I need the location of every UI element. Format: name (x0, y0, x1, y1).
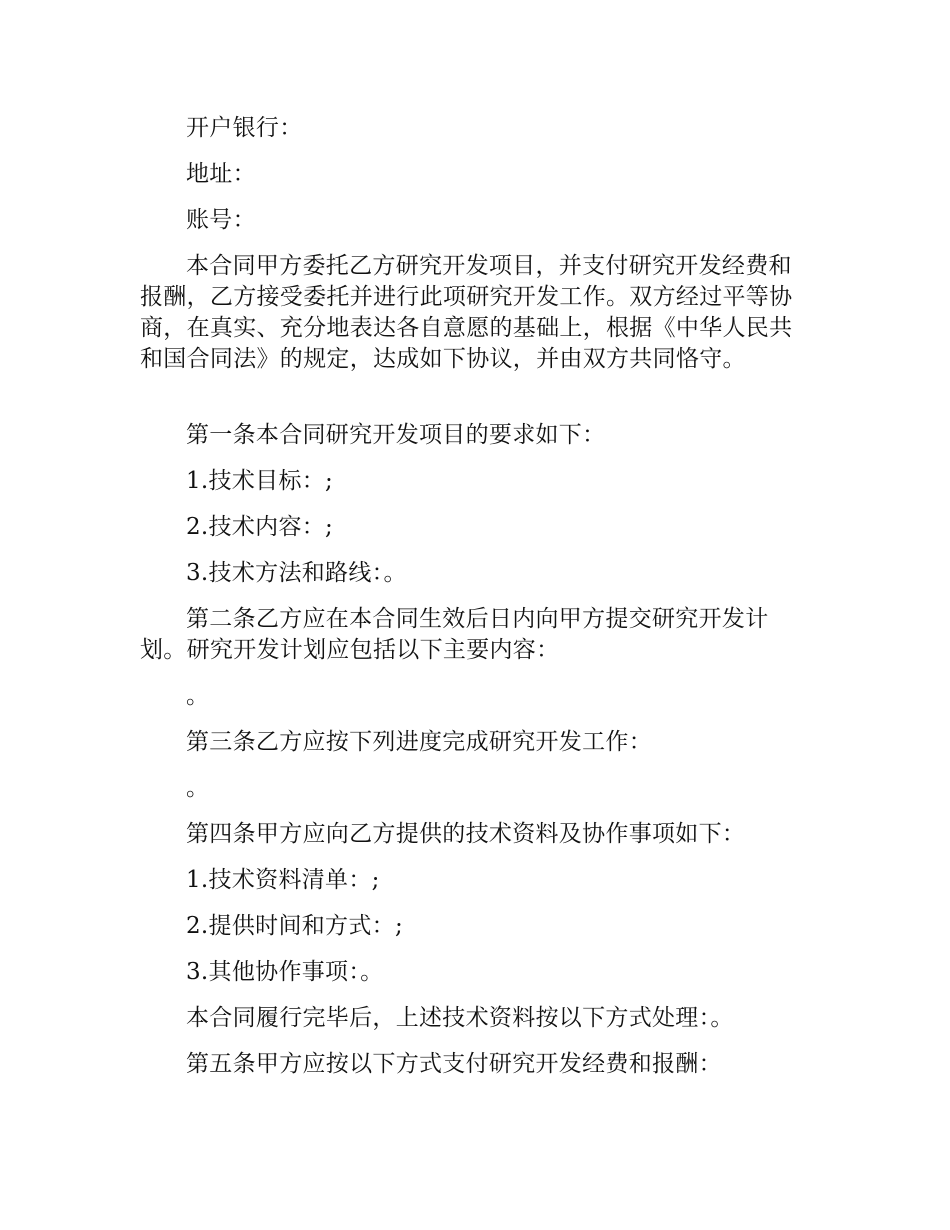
article-3-heading: 第三条乙方应按下列进度完成研究开发工作： (186, 729, 652, 755)
article-2-paragraph: 第二条乙方应在本合同生效后日内向甲方提交研究开发计划。研究开发计划应包括以下主要内容： (140, 606, 769, 663)
article-4-item-3: 3.其他协作事项：。 (186, 959, 384, 985)
article-4-item-1: 1.技术资料清单：; (186, 867, 380, 893)
article-1-heading: 第一条本合同研究开发项目的要求如下： (186, 422, 606, 448)
article-4-heading: 第四条甲方应向乙方提供的技术资料及协作事项如下： (186, 821, 746, 847)
address-line: 地址： (186, 161, 256, 187)
article-4-disposal: 本合同履行完毕后，上述技术资料按以下方式处理：。 (186, 1005, 734, 1031)
bank-line: 开户银行： (186, 115, 303, 141)
article-1-item-3: 3.技术方法和路线：。 (186, 560, 407, 586)
preamble-paragraph: 本合同甲方委托乙方研究开发项目，并支付研究开发经费和报酬，乙方接受委托并进行此项研究开发工作。双方经过平等协商，在真实、充分地表达各自意愿的基础上，根据《中华人民共和国合同法》的规定，达成如下协议，并由双方共同恪守。 (140, 253, 793, 372)
article-4-item-2: 2.提供时间和方式：; (186, 913, 403, 939)
article-1-item-2: 2.技术内容：; (186, 514, 334, 540)
article-2-content: 。 (186, 683, 210, 709)
article-5-heading: 第五条甲方应按以下方式支付研究开发经费和报酬： (186, 1051, 722, 1077)
article-3-content: 。 (186, 775, 210, 801)
article-1-item-1: 1.技术目标：; (186, 468, 334, 494)
account-line: 账号： (186, 207, 256, 233)
